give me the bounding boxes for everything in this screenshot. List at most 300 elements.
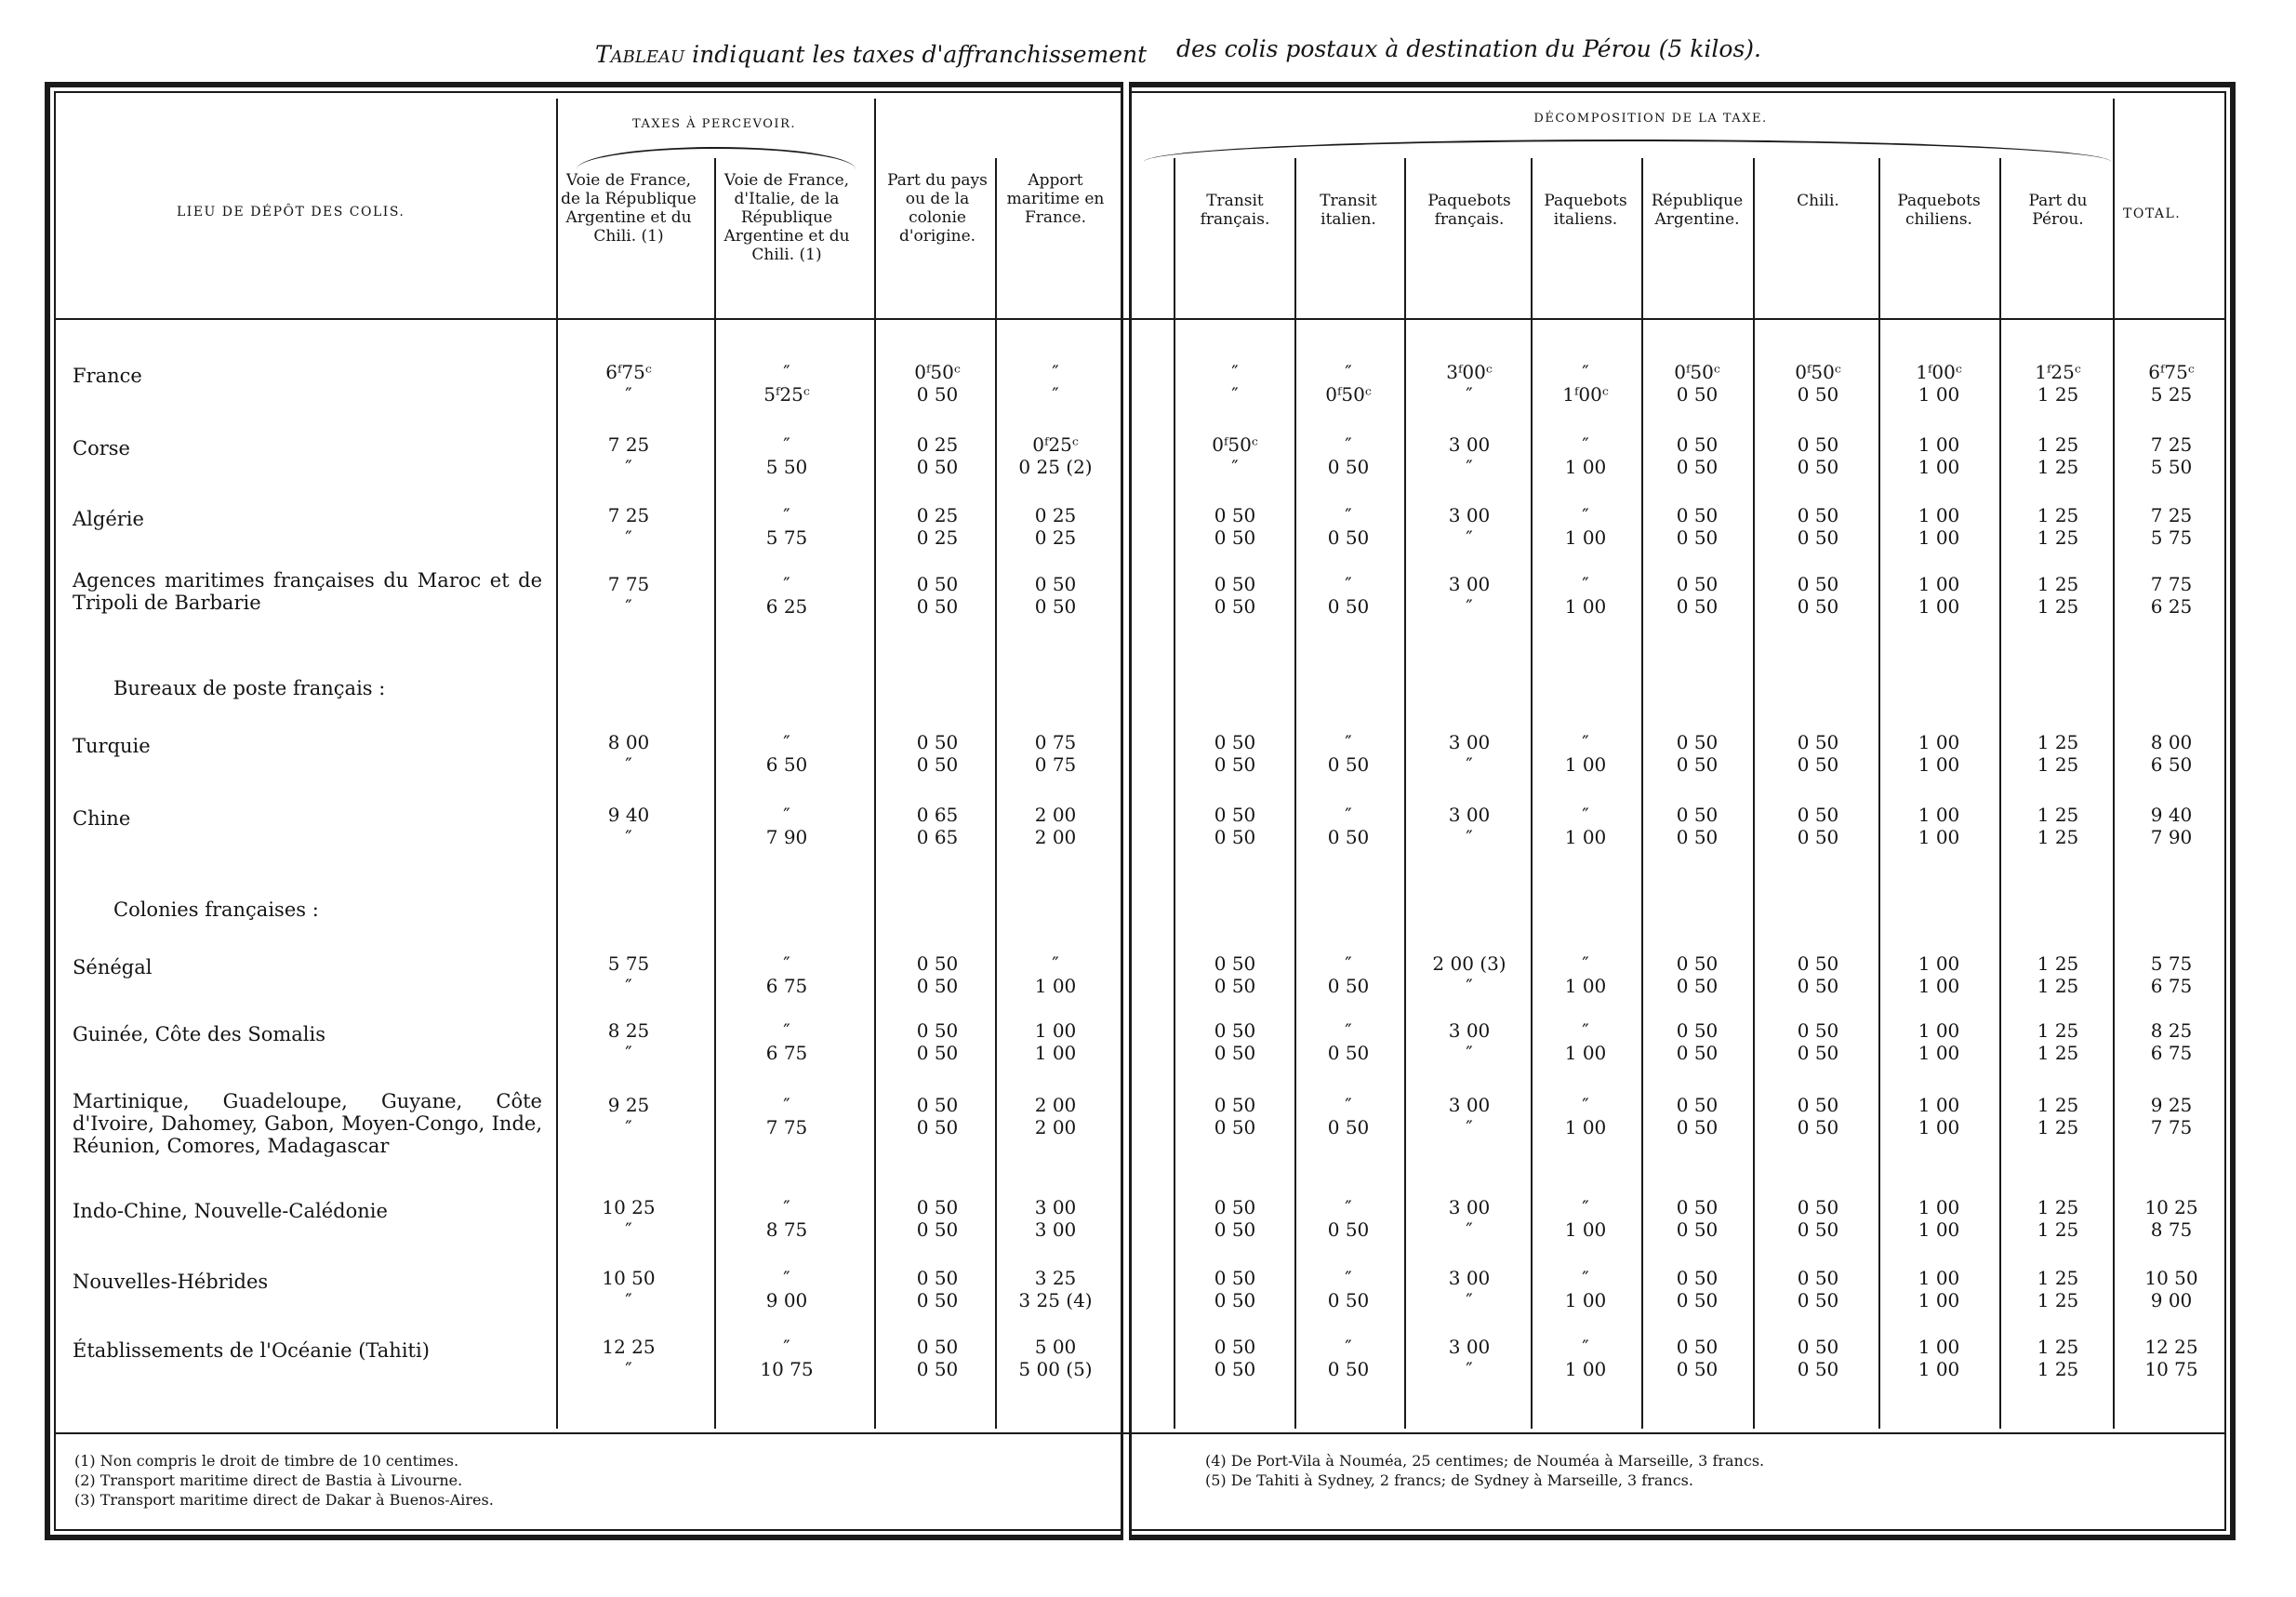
- column-header: Chili.: [1797, 192, 1839, 210]
- table-cell: 5 00 (5): [1018, 1358, 1093, 1380]
- footnote: (1) Non compris le droit de timbre de 10 centimes.: [74, 1452, 459, 1470]
- table-cell: 0 50: [1214, 731, 1256, 753]
- page-fold: [1121, 82, 1132, 1540]
- table-cell: 0 25: [916, 433, 959, 456]
- table-cell: ″: [1466, 1218, 1473, 1241]
- table-cell: ″: [783, 573, 790, 595]
- table-cell: 5 50: [765, 456, 808, 478]
- table-cell: 0 50: [916, 753, 959, 776]
- table-cell: 1 00: [1918, 1267, 1960, 1289]
- table-cell: 6 25: [765, 595, 808, 618]
- table-cell: 1 00: [1918, 826, 1960, 848]
- table-cell: ″: [1231, 456, 1239, 478]
- row-label: Turquie: [73, 735, 151, 757]
- table-cell: 0 50: [1797, 975, 1839, 997]
- table-cell: ″: [1466, 526, 1473, 549]
- table-cell: 0 50: [1797, 826, 1839, 848]
- table-cell: 5ᶠ25ᶜ: [763, 383, 810, 406]
- table-cell: 1 00: [1918, 753, 1960, 776]
- table-cell: 0 50: [1676, 804, 1719, 826]
- table-cell: 0 50: [916, 456, 959, 478]
- table-cell: ″: [1466, 1116, 1473, 1138]
- table-cell: 1 25: [2037, 826, 2079, 848]
- table-cell: 2 00: [1034, 1094, 1077, 1116]
- table-cell: 1ᶠ00ᶜ: [1916, 361, 1962, 383]
- table-cell: ″: [783, 504, 790, 526]
- table-cell: 9 00: [2150, 1289, 2193, 1311]
- table-cell: 0 50: [1214, 1336, 1256, 1358]
- table-cell: 8 00: [2150, 731, 2193, 753]
- table-title-right: des colis postaux à destination du Pérou (5 kilos).: [1176, 35, 1761, 62]
- table-cell: 8 25: [607, 1019, 650, 1042]
- footnote: (3) Transport maritime direct de Dakar à Buenos-Aires.: [74, 1491, 494, 1509]
- table-cell: 8 75: [765, 1218, 808, 1241]
- group-header-taxes: TAXES À PERCEVOIR.: [632, 117, 796, 131]
- table-cell: 1 00: [1564, 1218, 1607, 1241]
- table-cell: ″: [1466, 383, 1473, 406]
- table-cell: 0ᶠ50ᶜ: [1795, 361, 1841, 383]
- table-cell: 1 25: [2037, 1358, 2079, 1380]
- footnote: (2) Transport maritime direct de Bastia à Livourne.: [74, 1471, 463, 1489]
- table-cell: ″: [625, 1289, 632, 1311]
- table-cell: 0 50: [1797, 1267, 1839, 1289]
- table-cell: 1 25: [2037, 1019, 2079, 1042]
- table-cell: 2 00: [1034, 826, 1077, 848]
- table-cell: ″: [1345, 361, 1352, 383]
- table-cell: 1 25: [2037, 1196, 2079, 1218]
- table-cell: 7 75: [607, 573, 650, 595]
- table-cell: 0 50: [1797, 526, 1839, 549]
- table-cell: 1 25: [2037, 1042, 2079, 1064]
- table-cell: 0 50: [1676, 826, 1719, 848]
- table-cell: ″: [625, 753, 632, 776]
- row-label: Algérie: [73, 508, 144, 530]
- table-cell: 8 75: [2150, 1218, 2193, 1241]
- table-cell: 3 25 (4): [1018, 1289, 1093, 1311]
- table-cell: ″: [625, 1358, 632, 1380]
- table-cell: 1 25: [2037, 573, 2079, 595]
- table-cell: 1 00: [1564, 753, 1607, 776]
- table-cell: 3 00: [1448, 731, 1491, 753]
- table-cell: 0 50: [1797, 1358, 1839, 1380]
- column-rule: [714, 158, 716, 1429]
- column-header: Voie de France, de la République Argentine et du Chili. (1): [561, 171, 697, 246]
- table-cell: 0 50: [1034, 573, 1077, 595]
- table-cell: 1 25: [2037, 753, 2079, 776]
- table-cell: 0 50: [1034, 595, 1077, 618]
- table-cell: 3 00: [1034, 1218, 1077, 1241]
- row-label: Nouvelles-Hébrides: [73, 1271, 269, 1293]
- table-cell: 0 50: [1676, 504, 1719, 526]
- table-cell: 0 50: [1797, 1094, 1839, 1116]
- table-cell: ″: [783, 433, 790, 456]
- table-cell: 6 75: [765, 975, 808, 997]
- table-cell: 0 50: [1676, 1094, 1719, 1116]
- table-cell: ″: [625, 826, 632, 848]
- table-cell: ″: [1582, 1196, 1589, 1218]
- table-cell: 0 50: [1676, 1336, 1719, 1358]
- table-cell: 0 50: [1214, 1094, 1256, 1116]
- table-cell: ″: [783, 1196, 790, 1218]
- table-cell: 5 75: [2150, 526, 2193, 549]
- table-cell: 1 25: [2037, 804, 2079, 826]
- table-cell: 1 00: [1918, 1094, 1960, 1116]
- column-header: Paquebots français.: [1427, 192, 1511, 229]
- column-header: Transit italien.: [1320, 192, 1377, 229]
- table-cell: 1 00: [1918, 1336, 1960, 1358]
- table-cell: ″: [625, 1218, 632, 1241]
- table-cell: 0 50: [1327, 1358, 1370, 1380]
- table-cell: 1 00: [1918, 1196, 1960, 1218]
- table-cell: 0 50: [1214, 595, 1256, 618]
- row-label: Sénégal: [73, 956, 153, 978]
- table-cell: 0 50: [916, 1218, 959, 1241]
- column-rule: [1753, 158, 1755, 1429]
- column-header: Part du Pérou.: [2028, 192, 2088, 229]
- table-cell: 0 50: [1214, 826, 1256, 848]
- table-cell: ″: [625, 1042, 632, 1064]
- table-cell: 1 00: [1034, 975, 1077, 997]
- table-cell: 12 25: [2144, 1336, 2198, 1358]
- table-cell: 1ᶠ00ᶜ: [1562, 383, 1609, 406]
- table-cell: 0 50: [1797, 383, 1839, 406]
- table-cell: 7 75: [2150, 1116, 2193, 1138]
- table-cell: 5 75: [607, 952, 650, 975]
- table-cell: 0 50: [1797, 731, 1839, 753]
- horizontal-rule: [54, 1432, 2226, 1434]
- column-header: Voie de France, d'Italie, de la République Argentine et du Chili. (1): [723, 171, 850, 264]
- table-cell: 2 00: [1034, 804, 1077, 826]
- table-cell: 0 50: [1327, 1289, 1370, 1311]
- table-cell: ″: [1345, 1019, 1352, 1042]
- table-cell: 0 50: [1797, 952, 1839, 975]
- table-cell: 1 00: [1918, 595, 1960, 618]
- table-cell: ″: [625, 383, 632, 406]
- table-cell: 0 50: [1676, 952, 1719, 975]
- table-cell: 3 25: [1034, 1267, 1077, 1289]
- table-cell: 1 25: [2037, 1267, 2079, 1289]
- table-cell: 1 00: [1564, 1042, 1607, 1064]
- table-cell: 2 00: [1034, 1116, 1077, 1138]
- table-cell: ″: [1582, 573, 1589, 595]
- row-label: France: [73, 365, 142, 387]
- table-cell: ″: [1345, 573, 1352, 595]
- table-cell: 0 50: [1327, 1116, 1370, 1138]
- table-cell: 0 50: [1214, 573, 1256, 595]
- table-cell: 0 50: [1327, 526, 1370, 549]
- table-cell: ″: [1466, 1358, 1473, 1380]
- table-cell: 1 00: [1564, 595, 1607, 618]
- table-cell: 0 50: [1214, 804, 1256, 826]
- table-cell: ″: [783, 804, 790, 826]
- table-cell: 0 50: [1214, 952, 1256, 975]
- table-cell: 5 25: [2150, 383, 2193, 406]
- table-cell: 0 50: [1214, 753, 1256, 776]
- table-cell: 9 25: [607, 1094, 650, 1116]
- table-cell: 1 00: [1918, 952, 1960, 975]
- table-cell: 0ᶠ50ᶜ: [1674, 361, 1720, 383]
- table-cell: 0 25: [916, 526, 959, 549]
- table-cell: 6 75: [2150, 1042, 2193, 1064]
- table-cell: 6 25: [2150, 595, 2193, 618]
- table-cell: ″: [1582, 1267, 1589, 1289]
- table-cell: 0 50: [1797, 433, 1839, 456]
- table-cell: 0 25 (2): [1018, 456, 1093, 478]
- table-cell: 6 50: [2150, 753, 2193, 776]
- table-cell: ″: [783, 1019, 790, 1042]
- table-cell: 1 00: [1918, 731, 1960, 753]
- table-cell: 3 00: [1448, 1336, 1491, 1358]
- table-cell: 0 50: [916, 952, 959, 975]
- table-cell: ″: [625, 526, 632, 549]
- table-cell: 1 00: [1564, 526, 1607, 549]
- table-cell: ″: [783, 361, 790, 383]
- table-cell: 7 25: [607, 433, 650, 456]
- column-header: Paquebots chiliens.: [1897, 192, 1981, 229]
- table-cell: 1 00: [1918, 433, 1960, 456]
- table-cell: 0 50: [1327, 595, 1370, 618]
- table-cell: 0 50: [1676, 433, 1719, 456]
- table-cell: 1 00: [1918, 1116, 1960, 1138]
- table-cell: 0 50: [916, 1196, 959, 1218]
- table-cell: 9 25: [2150, 1094, 2193, 1116]
- table-cell: 0 50: [1676, 1267, 1719, 1289]
- column-header: Paquebots italiens.: [1544, 192, 1627, 229]
- table-cell: 0 50: [1327, 1218, 1370, 1241]
- table-cell: 0 75: [1034, 753, 1077, 776]
- table-cell: 12 25: [602, 1336, 656, 1358]
- table-cell: 0ᶠ50ᶜ: [1212, 433, 1258, 456]
- table-cell: ″: [1466, 1289, 1473, 1311]
- table-cell: 0 50: [1214, 1218, 1256, 1241]
- table-cell: 0 50: [1797, 504, 1839, 526]
- table-cell: 1 00: [1564, 826, 1607, 848]
- table-cell: ″: [1466, 975, 1473, 997]
- table-cell: 6ᶠ75ᶜ: [605, 361, 652, 383]
- footnote: (5) De Tahiti à Sydney, 2 francs; de Sydney à Marseille, 3 francs.: [1205, 1471, 1693, 1489]
- table-cell: 0 50: [1214, 1358, 1256, 1380]
- table-cell: 0 50: [1676, 1042, 1719, 1064]
- table-cell: 1 25: [2037, 456, 2079, 478]
- table-cell: 1 00: [1918, 1289, 1960, 1311]
- group-header-decomposition: DÉCOMPOSITION DE LA TAXE.: [1533, 112, 1768, 126]
- table-cell: 1 00: [1918, 1358, 1960, 1380]
- table-cell: ″: [1345, 1336, 1352, 1358]
- table-cell: 1 00: [1918, 1042, 1960, 1064]
- table-cell: ″: [1345, 1267, 1352, 1289]
- table-cell: 3 00: [1448, 504, 1491, 526]
- table-cell: 0 50: [1676, 731, 1719, 753]
- row-label: Guinée, Côte des Somalis: [73, 1023, 325, 1045]
- table-cell: 10 75: [2144, 1358, 2198, 1380]
- table-cell: 0 50: [1676, 753, 1719, 776]
- table-cell: 1 00: [1564, 1116, 1607, 1138]
- table-cell: 0 50: [1676, 1116, 1719, 1138]
- table-cell: 0 50: [1327, 826, 1370, 848]
- table-cell: 0 50: [1214, 1196, 1256, 1218]
- table-cell: 1 25: [2037, 1094, 2079, 1116]
- row-label: Martinique, Guadeloupe, Guyane, Côte d'Ivoire, Dahomey, Gabon, Moyen-Congo, Inde, Réunion, Comores, Madagascar: [73, 1090, 542, 1157]
- total-header: TOTAL.: [2123, 206, 2182, 221]
- table-cell: ″: [1466, 1042, 1473, 1064]
- row-label: Agences maritimes françaises du Maroc et de Tripoli de Barbarie: [73, 569, 542, 614]
- table-cell: 7 25: [2150, 504, 2193, 526]
- table-cell: 1 25: [2037, 433, 2079, 456]
- table-cell: 0 50: [1676, 1289, 1719, 1311]
- table-cell: ″: [783, 1267, 790, 1289]
- table-cell: 1 00: [1918, 456, 1960, 478]
- table-cell: ″: [625, 595, 632, 618]
- table-cell: 0 50: [1214, 1019, 1256, 1042]
- horizontal-rule: [54, 318, 2226, 320]
- table-cell: 1 00: [1564, 456, 1607, 478]
- section-colonies: Colonies françaises :: [113, 898, 319, 921]
- column-header: Apport maritime en France.: [1006, 171, 1105, 227]
- table-cell: 10 50: [602, 1267, 656, 1289]
- row-label: Chine: [73, 807, 131, 830]
- table-cell: 1 00: [1918, 1019, 1960, 1042]
- table-cell: 0 50: [1676, 595, 1719, 618]
- table-cell: ″: [1582, 504, 1589, 526]
- row-label: Corse: [73, 437, 130, 459]
- table-cell: 5 50: [2150, 456, 2193, 478]
- table-cell: 0 50: [916, 595, 959, 618]
- row-label: Indo-Chine, Nouvelle-Calédonie: [73, 1200, 388, 1222]
- table-title-left: [595, 41, 1147, 68]
- table-cell: 0 50: [1797, 1042, 1839, 1064]
- table-cell: ″: [1345, 1196, 1352, 1218]
- table-cell: 1 25: [2037, 1289, 2079, 1311]
- table-cell: 0 50: [1676, 1196, 1719, 1218]
- table-cell: 1 25: [2037, 526, 2079, 549]
- table-cell: 0 50: [916, 1267, 959, 1289]
- table-cell: 0 50: [1676, 1218, 1719, 1241]
- table-cell: 0 50: [1797, 1196, 1839, 1218]
- table-cell: 1 00: [1918, 975, 1960, 997]
- table-cell: 0 50: [916, 975, 959, 997]
- table-cell: ″: [1466, 456, 1473, 478]
- table-cell: 1 00: [1918, 383, 1960, 406]
- table-cell: 9 40: [2150, 804, 2193, 826]
- table-cell: ″: [1466, 595, 1473, 618]
- column-header: République Argentine.: [1651, 192, 1744, 229]
- table-cell: 1 00: [1918, 526, 1960, 549]
- table-cell: 0 50: [1797, 595, 1839, 618]
- table-cell: 6 75: [2150, 975, 2193, 997]
- table-cell: ″: [1582, 804, 1589, 826]
- table-title-prefix: Tableau: [595, 41, 685, 68]
- table-cell: 1 00: [1564, 1358, 1607, 1380]
- table-cell: 0 50: [916, 731, 959, 753]
- table-cell: 0 50: [1797, 456, 1839, 478]
- table-cell: 0 50: [916, 573, 959, 595]
- table-cell: 0 50: [1797, 753, 1839, 776]
- table-cell: 1 25: [2037, 383, 2079, 406]
- table-cell: ″: [1345, 804, 1352, 826]
- table-cell: 7 90: [2150, 826, 2193, 848]
- table-cell: 0 65: [916, 826, 959, 848]
- table-cell: 6 75: [765, 1042, 808, 1064]
- lieu-header: LIEU DE DÉPÔT DES COLIS.: [177, 205, 405, 220]
- table-cell: 0 50: [1676, 1358, 1719, 1380]
- section-bureaux: Bureaux de poste français :: [113, 677, 386, 699]
- table-cell: 0 50: [1797, 804, 1839, 826]
- table-cell: 1 25: [2037, 1116, 2079, 1138]
- table-cell: ″: [1052, 361, 1059, 383]
- table-cell: 1 25: [2037, 504, 2079, 526]
- table-cell: 10 75: [760, 1358, 814, 1380]
- table-title-text: indiquant les taxes d'affranchissement: [692, 41, 1148, 68]
- table-cell: 1 00: [1034, 1042, 1077, 1064]
- table-cell: 0 50: [1797, 1289, 1839, 1311]
- table-cell: 3 00: [1448, 1267, 1491, 1289]
- table-cell: 10 25: [2144, 1196, 2198, 1218]
- table-cell: 1 00: [1564, 1289, 1607, 1311]
- table-cell: 0 50: [1676, 456, 1719, 478]
- table-cell: 3 00: [1448, 433, 1491, 456]
- table-cell: 3 00: [1448, 1019, 1491, 1042]
- table-cell: ″: [1231, 361, 1239, 383]
- table-cell: 0 50: [1214, 504, 1256, 526]
- table-cell: 0 25: [916, 504, 959, 526]
- table-cell: 1 00: [1034, 1019, 1077, 1042]
- table-cell: 0 65: [916, 804, 959, 826]
- table-cell: 3ᶠ00ᶜ: [1446, 361, 1493, 383]
- table-cell: ″: [1582, 1094, 1589, 1116]
- table-cell: 0 50: [1214, 975, 1256, 997]
- table-cell: ″: [1345, 504, 1352, 526]
- table-cell: ″: [625, 456, 632, 478]
- table-cell: 5 75: [2150, 952, 2193, 975]
- table-cell: ″: [783, 1336, 790, 1358]
- table-cell: 6ᶠ75ᶜ: [2148, 361, 2195, 383]
- table-cell: 0 50: [1327, 753, 1370, 776]
- table-cell: ″: [1345, 731, 1352, 753]
- table-cell: 7 75: [765, 1116, 808, 1138]
- table-cell: ″: [783, 731, 790, 753]
- table-cell: 0 50: [1797, 1218, 1839, 1241]
- table-cell: 0 50: [916, 1094, 959, 1116]
- table-cell: ″: [1231, 383, 1239, 406]
- table-cell: 9 00: [765, 1289, 808, 1311]
- table-cell: 0 50: [1214, 1042, 1256, 1064]
- table-cell: 0 50: [1214, 1289, 1256, 1311]
- table-cell: 3 00: [1448, 573, 1491, 595]
- table-cell: 0 50: [1327, 975, 1370, 997]
- table-cell: 5 75: [765, 526, 808, 549]
- table-cell: 0 25: [1034, 504, 1077, 526]
- table-cell: 3 00: [1448, 1196, 1491, 1218]
- table-cell: 2 00 (3): [1432, 952, 1506, 975]
- column-header: Transit français.: [1200, 192, 1270, 229]
- table-cell: 9 40: [607, 804, 650, 826]
- table-cell: 3 00: [1448, 1094, 1491, 1116]
- table-cell: 1 25: [2037, 1336, 2079, 1358]
- table-cell: 1ᶠ25ᶜ: [2035, 361, 2081, 383]
- column-rule: [1878, 158, 1880, 1429]
- table-cell: 1 25: [2037, 1218, 2079, 1241]
- table-cell: 5 00: [1034, 1336, 1077, 1358]
- table-cell: 1 25: [2037, 975, 2079, 997]
- table-cell: 0 50: [1214, 526, 1256, 549]
- table-cell: 0 50: [916, 1289, 959, 1311]
- table-cell: 0ᶠ50ᶜ: [914, 361, 961, 383]
- table-cell: ″: [1345, 1094, 1352, 1116]
- table-cell: ″: [1582, 1336, 1589, 1358]
- table-cell: ″: [1582, 952, 1589, 975]
- table-cell: 0 50: [1327, 1042, 1370, 1064]
- table-cell: 0 50: [1676, 975, 1719, 997]
